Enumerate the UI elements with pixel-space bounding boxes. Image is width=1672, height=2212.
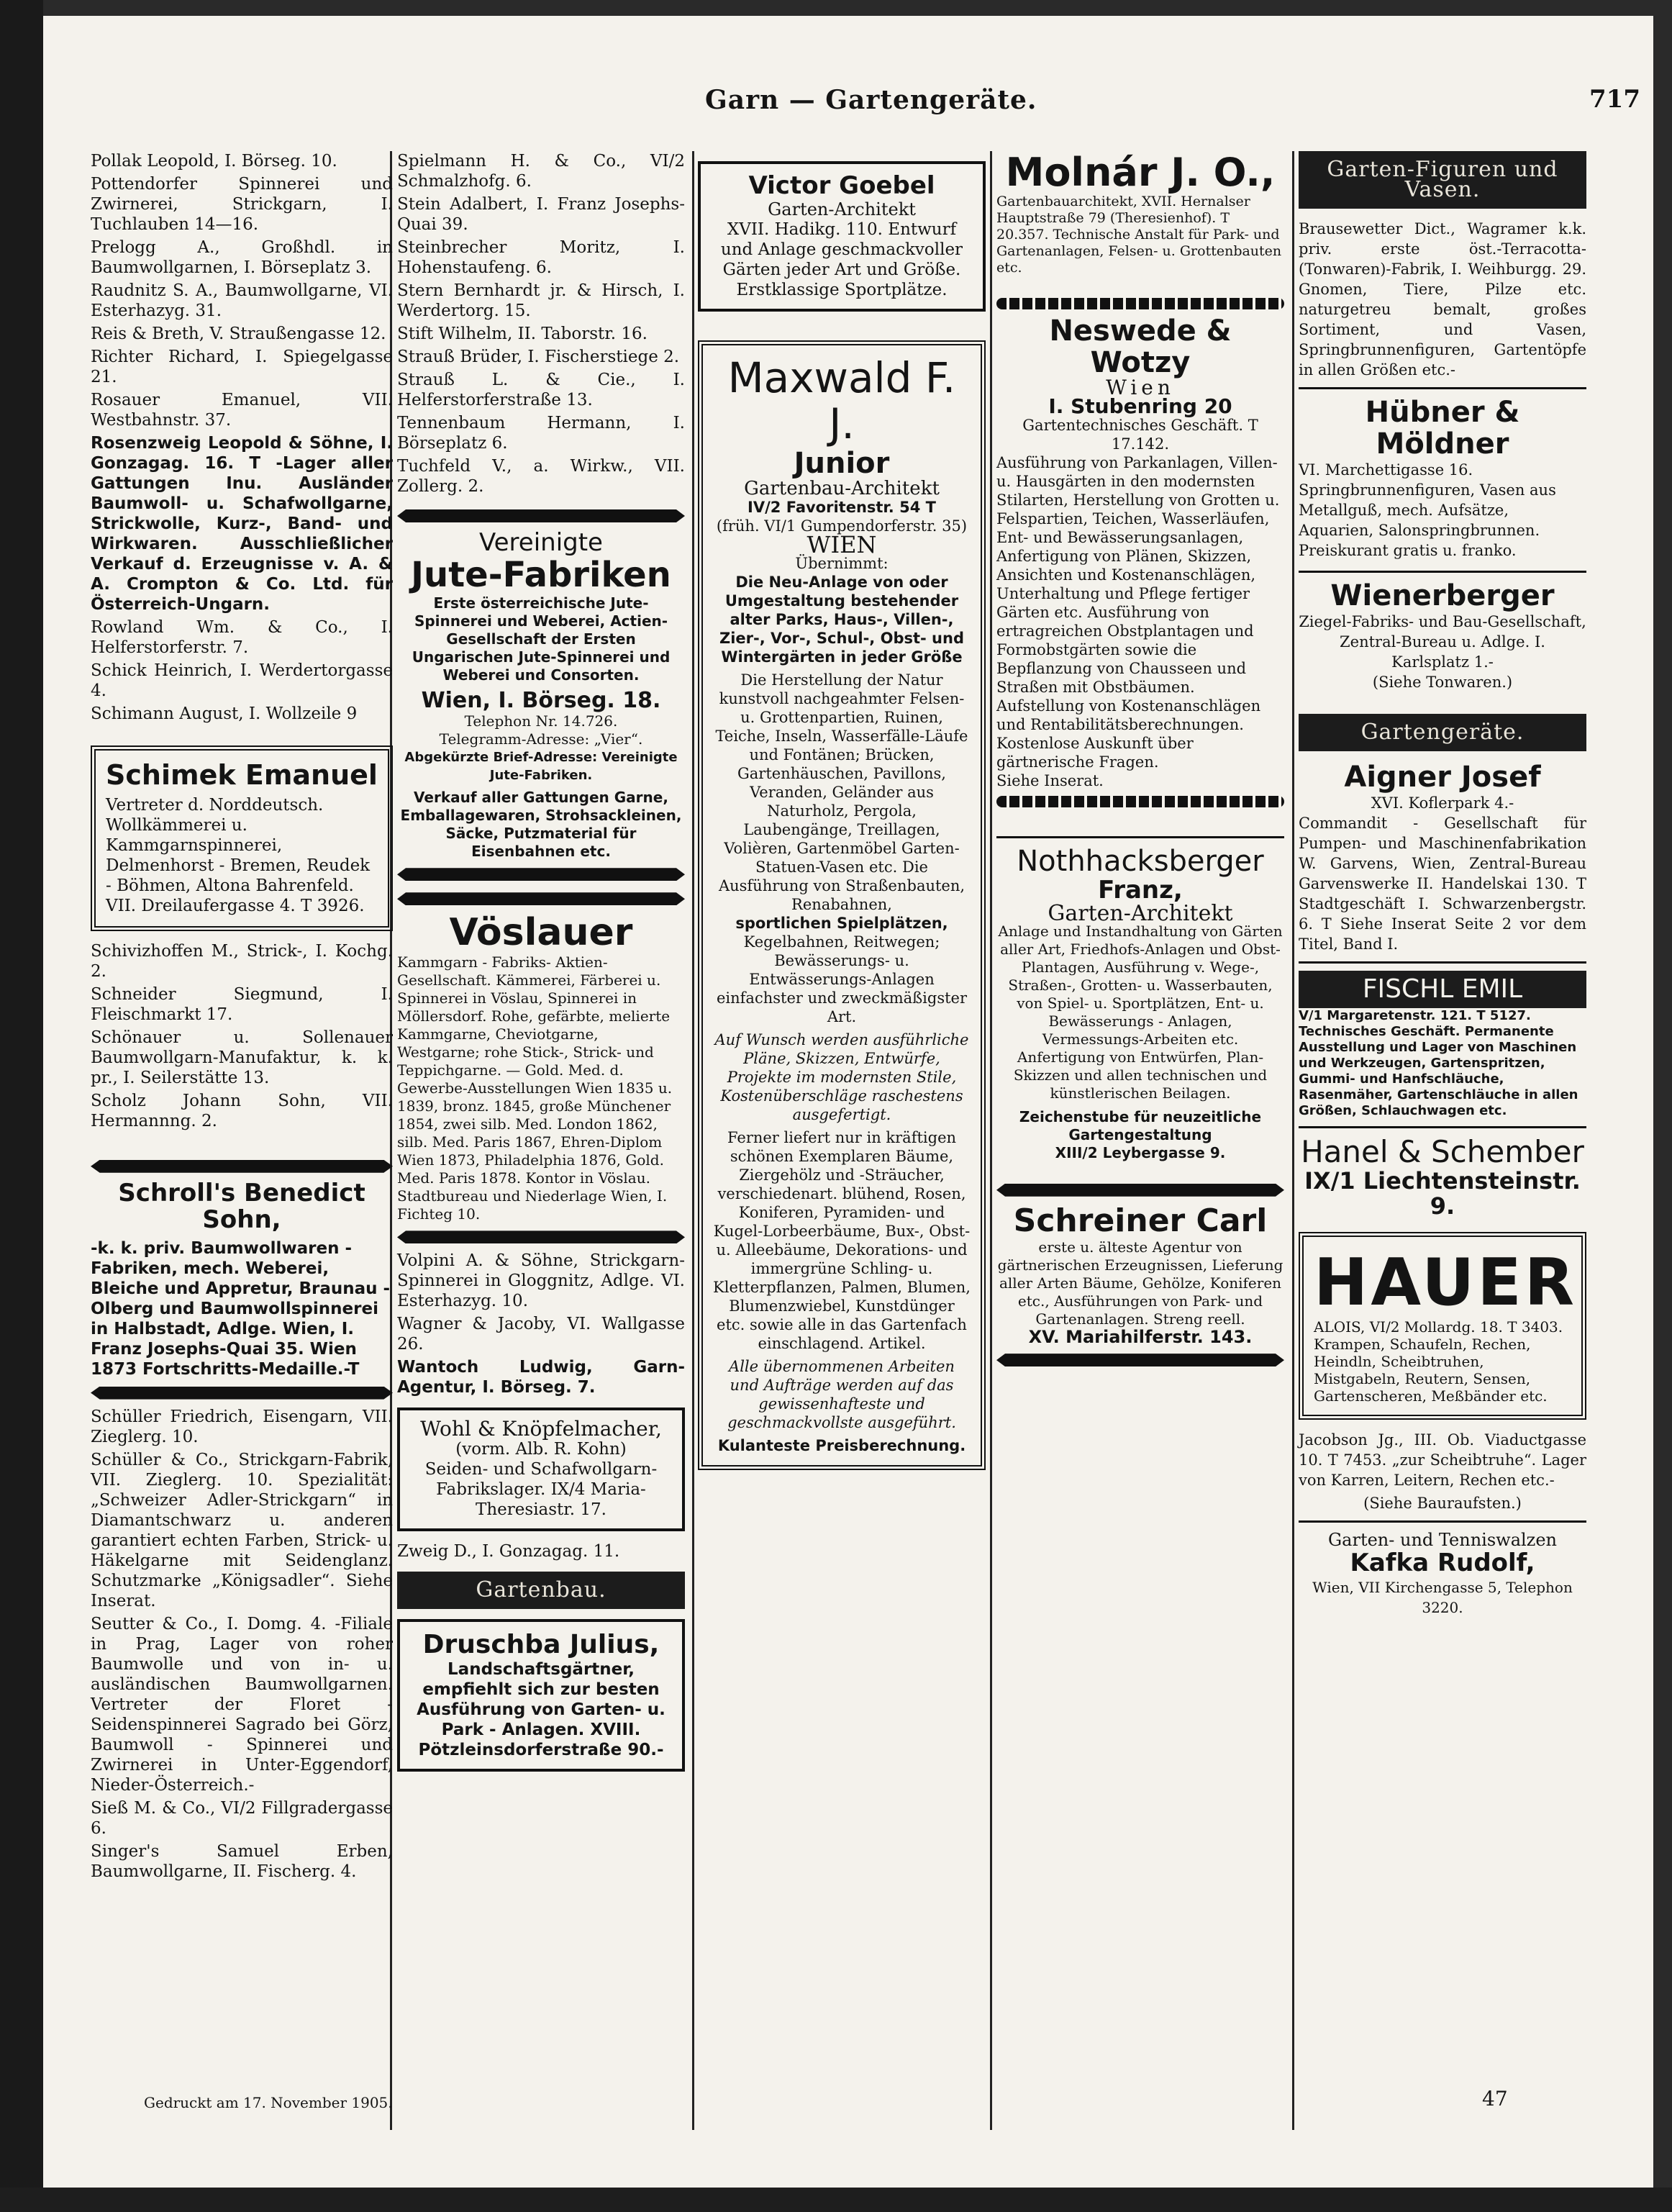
ad-text: V/1 Margaretenstr. 121. T 5127. Technisches Geschäft. Permanente Ausstellung und Lager von Maschinen und Werkzeugen, Gartenspritzen, Gummi- und Hanfschläuche, Rasenmäher, Gartenschläuche in allen Größen, Schlauchwagen etc. bbox=[1299, 1007, 1578, 1118]
advertiser-name: Victor Goebel bbox=[748, 171, 935, 200]
ornamental-divider bbox=[996, 1184, 1284, 1197]
huebner-advertisement bbox=[1299, 396, 1586, 561]
advertiser-name: FISCHL EMIL bbox=[1299, 971, 1586, 1008]
hauer-advertisement bbox=[1299, 1232, 1586, 1420]
wohl-advertisement bbox=[397, 1408, 685, 1531]
ornamental-divider bbox=[1299, 1520, 1586, 1523]
ad-takes: Übernimmt: bbox=[795, 554, 889, 572]
ad-text: VI. Marchettigasse 16. Springbrunnenfiguren, Vasen aus Metallguß, mech. Aufsätze, Aquarien, Salonspringbrunnen. Preiskurant gratis u. franko. bbox=[1299, 461, 1556, 559]
ad-title: Gartenbau-Architekt bbox=[744, 477, 940, 499]
ad-first-name: Franz, bbox=[1098, 876, 1183, 905]
ad-italic-text: Auf Wunsch werden ausführliche Pläne, Skizzen, Entwürfe, Projekte im modernsten Stile, Kostenüberschläge raschestens ausgefertigt. bbox=[714, 1030, 969, 1123]
print-date: Gedruckt am 17. November 1905. bbox=[144, 2094, 393, 2111]
column-2 bbox=[397, 151, 685, 1782]
ad-closing: Kulanteste Preisberechnung. bbox=[717, 1436, 966, 1454]
ad-see: (Siehe Tonwaren.) bbox=[1372, 674, 1513, 691]
schimek-advertisement bbox=[91, 745, 393, 931]
ad-former-address: (früh. VI/1 Gumpendorferstr. 35) bbox=[716, 517, 968, 535]
ad-text: Seiden- und Schafwollgarn-Fabrikslager. IX/4 Maria-Theresiastr. 17. bbox=[424, 1460, 658, 1520]
column-divider bbox=[990, 151, 992, 2130]
listing-entry: (Siehe Bauraufsten.) bbox=[1363, 1495, 1522, 1513]
listing-entry: Steinbrecher Moritz, I. Hohenstaufeng. 6. bbox=[397, 238, 685, 277]
advertiser-name: Molnár J. O., bbox=[1005, 150, 1276, 195]
listing-entry: Strauß L. & Cie., I. Helferstorferstraße 13. bbox=[397, 371, 685, 409]
listing-entry: Commandit - Gesellschaft für Pumpen- und Maschinenfabrikation W. Garvens, Wien, Zentral-Bureau Garvenswerke II. Handelskai 130. T Stadtgeschäft I. Schwarzenbergstr. 6. T Siehe Inserat Seite 2 vor dem Titel, Band I. bbox=[1299, 815, 1586, 953]
ornamental-divider bbox=[996, 1354, 1284, 1366]
ad-city: WIEN bbox=[807, 530, 877, 558]
column-3 bbox=[698, 151, 986, 1480]
listing-entry: Tuchfeld V., a. Wirkw., VII. Zollerg. 2. bbox=[397, 457, 685, 496]
ad-text: Ferner liefert nur in kräftigen schönen Exemplaren Bäume, Ziergehölz und -Sträucher, verschiedenart. blühend, Rosen, Koniferen, Pyramiden- und Kugel-Lorbeerbäume, Bux-, Obst- u. Alleebäume, Dekorations- und immergrüne Schling- u. Kletterpflanzen, Palmen, Blumen, Blumenzwiebel, Kunstdünger etc. sowie alle in das Gartenfach einschlagend. Artikel. bbox=[713, 1128, 971, 1352]
schroll-advertisement bbox=[91, 1180, 393, 1379]
ornamental-divider bbox=[397, 509, 685, 522]
ad-text: Landschaftsgärtner, empfiehlt sich zur besten Ausführung von Garten- u. Park - Anlagen. XVIII. Pötzleinsdorferstraße 90.- bbox=[417, 1659, 665, 1759]
listing-entry: Jacobson Jg., III. Ob. Viaductgasse 10. T 7453. „zur Scheibtruhe“. Lager von Karren, Leitern, Rechen etc.- bbox=[1299, 1431, 1586, 1490]
advertiser-name: Schreiner Carl bbox=[1013, 1202, 1268, 1239]
ornamental-divider bbox=[996, 796, 1284, 807]
ad-address: IV/2 Favoritenstr. 54 T bbox=[748, 498, 936, 516]
kafka-advertisement bbox=[1299, 1530, 1586, 1617]
page-header bbox=[58, 85, 1640, 128]
advertiser-name: Schroll's Benedict Sohn, bbox=[118, 1178, 365, 1235]
ad-city: Wien bbox=[1106, 376, 1175, 400]
scan-border-bottom bbox=[0, 2188, 1672, 2212]
schreiner-advertisement bbox=[996, 1204, 1284, 1346]
ad-text: erste u. älteste Agentur von gärtnerischen Erzeugnissen, Lieferung aller Arten Bäume, Gehölze, Koniferen etc., Ausführungen von Park- und Gartenanlagen. Streng reell. bbox=[997, 1238, 1283, 1328]
ad-text: Anlage und Instandhaltung von Gärten aller Art, Friedhofs-Anlagen und Obst-Plantagen, Ausführung v. Wege-, Straßen-, Grotten- u. Wasserbauten, von Spiel- u. Sportplätzen, Ent- u. Bewässerungs - Anlagen, Vermessungs-Arbeiten etc. Anfertigung von Entwürfen, Plan-Skizzen und allen technischen und künstlerischen Beilagen. bbox=[998, 922, 1283, 1102]
ad-junior: Junior bbox=[794, 446, 890, 480]
ad-subtitle: Garten-Architekt bbox=[768, 199, 916, 220]
advertiser-name: Wohl & Knöpfelmacher, bbox=[420, 1417, 662, 1441]
ornamental-divider bbox=[996, 298, 1284, 309]
ornamental-divider bbox=[1299, 961, 1586, 964]
ad-sales: Verkauf aller Gattungen Garne, Emballagewaren, Strohsackleinen, Säcke, Putzmaterial für Eisenbahnen etc. bbox=[400, 789, 682, 861]
ad-studio: Zeichenstube für neuzeitliche Gartengestaltung bbox=[1019, 1107, 1262, 1143]
ad-sport: sportlichen Spielplätzen, bbox=[735, 914, 948, 932]
ad-text: Gartenbauarchitekt, XVII. Hernalser Hauptstraße 79 (Theresienhof). T 20.357. Technische Anstalt für Park- und Gartenanlagen, Felsen- u. Grottenbauten etc. bbox=[996, 194, 1282, 276]
sheet-number: 47 bbox=[1482, 2087, 1508, 2111]
listing-entry: Stein Adalbert, I. Franz Josephs-Quai 39. bbox=[397, 195, 685, 234]
ad-text: Vertreter d. Norddeutsch. Wollkämmerei u. Kammgarnspinnerei, Delmenhorst - Bremen, Reudek - Böhmen, Altona Bahrenfeld. VII. Dreilaufergasse 4. T 3926. bbox=[106, 795, 371, 915]
advertiser-name: Hübner & Möldner bbox=[1365, 396, 1520, 461]
voeslauer-advertisement bbox=[397, 912, 685, 1223]
ad-subtitle: (vorm. Alb. R. Kohn) bbox=[455, 1440, 627, 1459]
ad-address: XIII/2 Leybergasse 9. bbox=[1055, 1143, 1226, 1161]
scan-border-top bbox=[0, 0, 1672, 16]
listing-entry: Stern Bernhardt jr. & Hirsch, I. Werdertorg. 15. bbox=[397, 281, 685, 320]
directory-page bbox=[58, 22, 1640, 2180]
ad-text: Ausführung von Parkanlagen, Villen- u. Hausgärten in den modernsten Stilarten, Herstellung von Grotten u. Felspartien, Teichen, Wasserläufen, Ent- und Bewässerungsanlagen, Anfertigung von Plänen, Skizzen, Ansichten und Kostenanschlägen, Unterhaltung und Pflege fertiger Gärten etc. Ausführung von ertragreichen Obstplantagen und Formobstgärten sowie die Bepflanzung von Chausseen und Straßen mit Obstbäumen. Aufstellung von Kostenanschlägen und Rentabilitätsberechnungen. Kostenlose Auskunft über gärtnerische Fragen. bbox=[996, 454, 1280, 771]
ad-text: Erste österreichische Jute-Spinnerei und Weberei, Actien-Gesellschaft der Ersten Ungarischen Jute-Spinnerei und Weberei und Consorten. bbox=[412, 594, 671, 684]
listing-entry: Spielmann H. & Co., VI/2 Schmalzhofg. 6. bbox=[397, 152, 685, 191]
advertiser-name: HAUER bbox=[1314, 1245, 1578, 1321]
listing-entry: Seutter & Co., I. Domg. 4. -Filiale in Prag, Lager von roher Baumwolle und von in- u. ausländischen Baumwollgarnen. Vertreter der Floret - Seidenspinnerei Sagrado bei Görz, Baumwoll - Spinnerei und Zwirnerei in Unter-Eggendorf, Nieder-Österreich.- bbox=[91, 1614, 393, 1795]
ornamental-divider bbox=[1299, 1126, 1586, 1128]
neswede-advertisement bbox=[996, 315, 1284, 790]
ad-heading: Vereinigte bbox=[479, 528, 603, 557]
listing-entry: Singer's Samuel Erben, Baumwollgarne, II. Fischerg. 4. bbox=[91, 1841, 393, 1881]
ad-see: Siehe Inserat. bbox=[996, 772, 1104, 790]
listing-entry: Schneider Siegmund, I. Fleischmarkt 17. bbox=[91, 984, 393, 1024]
section-heading-gartenfiguren: Garten-Figuren und Vasen. bbox=[1299, 151, 1586, 209]
goebel-advertisement bbox=[698, 161, 986, 312]
listing-entry: Schivizhoffen M., Strick-, I. Kochg. 2. bbox=[91, 941, 393, 981]
listing-entry: Schüller & Co., Strickgarn-Fabrik, VII. Zieglerg. 10. Spezialität: „Schweizer Adler-Strickgarn“ in Diamantschwarz u. anderen garantiert echten Farben, Strick- u. Häkelgarne mit Seidenglanz. Schutzmarke „Königsadler“. Siehe Inserat. bbox=[91, 1450, 393, 1610]
ad-text: Ziegel-Fabriks- und Bau-Gesellschaft, Zentral-Bureau u. Adlge. I. Karlsplatz 1.- bbox=[1299, 613, 1586, 671]
advertiser-name: Hanel & Schember bbox=[1301, 1133, 1584, 1169]
ornamental-divider bbox=[397, 1230, 685, 1243]
ad-text: XVI. Koflerpark 4.- bbox=[1371, 794, 1514, 812]
listing-entry: Brausewetter Dict., Wagramer k.k. priv. erste öst.-Terracotta-(Tonwaren)-Fabrik, I. Weihburgg. 29. Gnomen, Tiere, Pilze etc. naturgetreu bemalt, großes Sortiment, und Vasen, Springbrunnenfiguren, Gartentöpfe in allen Größen etc.- bbox=[1299, 220, 1586, 379]
column-1 bbox=[91, 151, 393, 1885]
advertiser-name: Maxwald F. J. bbox=[727, 353, 956, 449]
ad-text: Wien, VII Kirchengasse 5, Telephon 3220. bbox=[1312, 1578, 1573, 1616]
scan-border-right bbox=[1653, 0, 1672, 2212]
maxwald-advertisement bbox=[698, 340, 986, 1470]
wienerberger-advertisement bbox=[1299, 580, 1586, 692]
listing-entry: Scholz Johann Sohn, VII. Hermannng. 2. bbox=[91, 1091, 393, 1130]
listing-entry: Pollak Leopold, I. Börseg. 10. bbox=[91, 152, 337, 171]
ad-subtitle: Gartentechnisches Geschäft. T 17.142. bbox=[1022, 417, 1258, 453]
listing-entry: Richter Richard, I. Spiegelgasse 21. bbox=[91, 348, 393, 386]
ad-text: Die Herstellung der Natur kunstvoll nachgeahmter Felsen- u. Grottenpartien, Ruinen, Teiche, Inseln, Wasserfälle-Läufe und Fontänen; Brücken, Gartenhäuschen, Pavillons, Veranden, Geländer aus Naturholz, Pergola, Laubengänge, Treillagen, Volièren, Gartenmöbel Garten-Statuen-Vasen etc. Die Ausführung von Straßenbauten, Renabahnen, bbox=[715, 671, 968, 913]
scan-border-left bbox=[0, 0, 43, 2212]
page-title: Garn — Gartengeräte. bbox=[705, 85, 1037, 115]
listing-entry: Schüller Friedrich, Eisengarn, VII. Zieglerg. 10. bbox=[91, 1407, 393, 1446]
ad-brief: Abgekürzte Brief-Adresse: Vereinigte Jute-Fabriken. bbox=[404, 750, 678, 784]
ad-address: XV. Mariahilferstr. 143. bbox=[1028, 1327, 1253, 1348]
ornamental-divider bbox=[1299, 387, 1586, 389]
listing-entry: Rosauer Emanuel, VII. Westbahnstr. 37. bbox=[91, 391, 393, 430]
listing-entry: Wantoch Ludwig, Garn-Agentur, I. Börseg. 7. bbox=[397, 1358, 685, 1397]
jute-advertisement bbox=[397, 530, 685, 861]
ad-text: Kammgarn - Fabriks- Aktien-Gesellschaft. Kämmerei, Färberei u. Spinnerei in Vöslau, Spinnerei in Möllersdorf. Rohe, gefärbte, melierte Kammgarne, Cheviotgarne, Westgarne; rohe Stick-, Strick- und Teppichgarne. — Gold. Med. d. Gewerbe-Ausstellungen Wien 1835 u. 1839, bronz. 1845, große Münchener 1854, zwei silb. Med. London 1862, silb. Med. Paris 1867, Ehren-Diplom Wien 1873, Philadelphia 1876, Gold. Med. Paris 1878. Kontor in Vöslau. Stadtbureau und Niederlage Wien, I. Fichteg 10. bbox=[397, 953, 673, 1223]
ad-phone: Telephon Nr. 14.726. bbox=[464, 712, 618, 730]
column-5 bbox=[1299, 151, 1586, 1618]
ad-text: Kegelbahnen, Reitwegen; Bewässerungs- u. Entwässerungs-Anlagen einfachster und zweckmäßigster Art. bbox=[716, 933, 968, 1025]
nothhacksberger-advertisement bbox=[996, 846, 1284, 1161]
ad-title: Garten-Architekt bbox=[1048, 900, 1233, 926]
ornamental-divider bbox=[397, 892, 685, 905]
column-divider bbox=[692, 151, 694, 2130]
section-heading-gartenbau: Gartenbau. bbox=[397, 1572, 685, 1609]
aigner-advertiser-name: Aigner Josef bbox=[1344, 761, 1541, 794]
druschba-advertisement bbox=[397, 1619, 685, 1772]
ornamental-divider bbox=[91, 1387, 393, 1400]
advertiser-name: Neswede & Wotzy bbox=[1049, 314, 1232, 380]
molnar-advertisement bbox=[996, 151, 1284, 276]
ad-italic-text: Alle übernommenen Arbeiten und Aufträge werden auf das gewissenhafteste und geschmackvollste ausgeführt. bbox=[727, 1357, 956, 1431]
listing-entry: Prelogg A., Großhdl. in Baumwollgarnen, I. Börseplatz 3. bbox=[91, 238, 393, 277]
listing-entry: Schönauer u. Sollenauer Baumwollgarn-Manufaktur, k. k. pr., I. Seilerstätte 13. bbox=[91, 1028, 393, 1087]
listing-entry: Sieß M. & Co., VI/2 Fillgradergasse 6. bbox=[91, 1798, 393, 1838]
listing-entry: Rowland Wm. & Co., I. Helferstorferstr. 7. bbox=[91, 618, 393, 657]
ad-text: ALOIS, VI/2 Mollardg. 18. T 3403. Krampen, Schaufeln, Rechen, Heindln, Scheibtruhen, Mistgabeln, Reutern, Sensen, Gartenscheren, Meßbänder etc. bbox=[1314, 1318, 1563, 1405]
page-number: 717 bbox=[1589, 85, 1640, 114]
advertiser-name: Kafka Rudolf, bbox=[1350, 1549, 1535, 1578]
advertiser-name: Nothhacksberger bbox=[1017, 845, 1264, 879]
ad-telegram: Telegramm-Adresse: „Vier“. bbox=[439, 730, 643, 748]
listing-entry: Schick Heinrich, I. Werdertorgasse 4. bbox=[91, 661, 393, 700]
ad-address: IX/1 Liechtensteinstr. 9. bbox=[1304, 1166, 1581, 1220]
listing-entry: Reis & Breth, V. Straußengasse 12. bbox=[91, 325, 386, 343]
listing-entry: Pottendorfer Spinnerei und Zwirnerei, Strickgarn, I. Tuchlauben 14—16. bbox=[91, 175, 393, 234]
ad-address: Wien, I. Börseg. 18. bbox=[421, 688, 661, 714]
ad-heading: Garten- und Tenniswalzen bbox=[1328, 1530, 1557, 1551]
advertiser-name: Druschba Julius, bbox=[422, 1630, 660, 1660]
ornamental-divider bbox=[397, 868, 685, 881]
listing-entry: Zweig D., I. Gonzagag. 11. bbox=[397, 1542, 620, 1561]
ornamental-divider bbox=[91, 1160, 393, 1173]
listing-entry: Strauß Brüder, I. Fischerstiege 2. bbox=[397, 348, 680, 366]
ad-bold-text: Die Neu-Anlage von oder Umgestaltung bestehender alter Parks, Haus-, Villen-, Zier-, Vor-, Schul-, Obst- und Wintergärten in jeder Größe bbox=[719, 573, 964, 666]
listing-entry: Tennenbaum Hermann, I. Börseplatz 6. bbox=[397, 414, 685, 453]
ad-text: -k. k. priv. Baumwollwaren - Fabriken, mech. Weberei, Bleiche und Appretur, Braunau - Olberg und Baumwollspinnerei in Halbstadt, Adlge. Wien, I. Franz Josephs-Quai 35. Wien 1873 Fortschritts-Medaille.-T bbox=[91, 1238, 391, 1379]
listing-entry: Wagner & Jacoby, VI. Wallgasse 26. bbox=[397, 1315, 685, 1354]
column-divider bbox=[1292, 151, 1294, 2130]
listing-entry: Schimann August, I. Wollzeile 9 bbox=[91, 704, 358, 723]
advertiser-name: Schimek Emanuel bbox=[106, 759, 378, 791]
listing-entry: Stift Wilhelm, II. Taborstr. 16. bbox=[397, 325, 648, 343]
ornamental-divider bbox=[1299, 571, 1586, 573]
ad-text: XVII. Hadikg. 110. Entwurf und Anlage geschmackvoller Gärten jeder Art und Größe. Erstklassige Sportplätze. bbox=[720, 220, 963, 300]
advertiser-name: Wienerberger bbox=[1330, 579, 1555, 612]
listing-entry: Raudnitz S. A., Baumwollgarne, VI. Esterhazyg. 31. bbox=[91, 281, 393, 320]
listing-entry: Rosenzweig Leopold & Söhne, I. Gonzagag. 16. T -Lager aller Gattungen Inu. Ausländer Baumwoll- u. Schafwollgarne, Strickwolle, Kurz-, Band- und Wirkwaren. Ausschließlicher Verkauf d. Erzeugnisse v. A. & A. Crompton & Co. Ltd. für Österreich-Ungarn. bbox=[91, 434, 393, 614]
ad-address: I. Stubenring 20 bbox=[1048, 394, 1232, 419]
column-4 bbox=[996, 151, 1284, 1374]
fischl-advertisement bbox=[1299, 971, 1586, 1119]
advertiser-name: Vöslauer bbox=[449, 911, 633, 955]
advertiser-name: Jute-Fabriken bbox=[411, 555, 671, 596]
section-heading-gartengeraete: Gartengeräte. bbox=[1299, 714, 1586, 751]
hanel-advertisement bbox=[1299, 1133, 1586, 1220]
listing-entry: Volpini A. & Söhne, Strickgarn-Spinnerei in Gloggnitz, Adlge. VI. Esterhazyg. 10. bbox=[397, 1251, 685, 1311]
ornamental-divider bbox=[996, 836, 1284, 838]
